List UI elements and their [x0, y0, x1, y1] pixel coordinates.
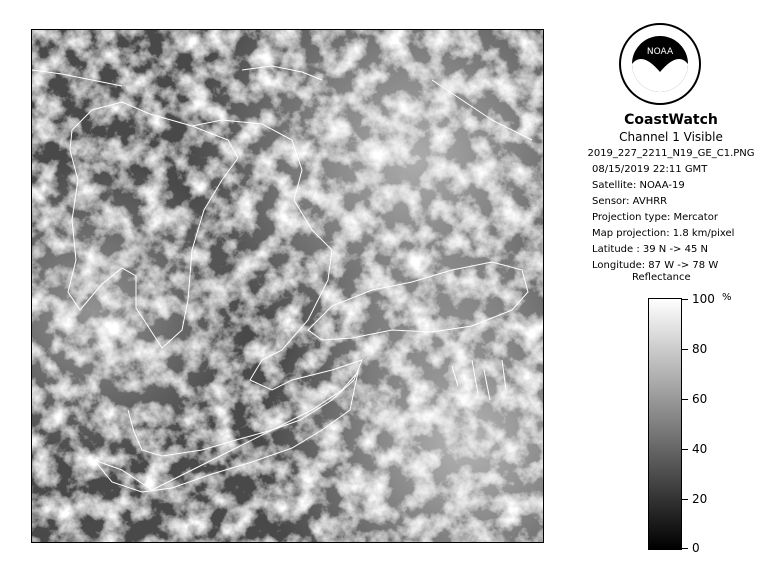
legend-unit: % [722, 292, 732, 303]
tick-label: 80 [692, 342, 708, 356]
map-projection-label: Map projection: 1.8 km/pixel [592, 228, 735, 239]
product-title: CoastWatch [624, 112, 718, 128]
tick-mark [682, 499, 688, 500]
satellite-image [31, 29, 544, 543]
filename-label: 2019_227_2211_N19_GE_C1.PNG [587, 148, 755, 159]
longitude-label: Longitude: 87 W -> 78 W [592, 260, 719, 271]
tick-mark [682, 349, 688, 350]
datetime-label: 08/15/2019 22:11 GMT [592, 164, 708, 175]
tick-label: 40 [692, 442, 708, 456]
sensor-label: Sensor: AVHRR [592, 196, 668, 207]
tick-mark [682, 299, 688, 300]
tick-label: 0 [692, 541, 700, 555]
legend-title: Reflectance [632, 272, 691, 283]
latitude-label: Latitude : 39 N -> 45 N [592, 244, 708, 255]
satellite-label: Satellite: NOAA-19 [592, 180, 685, 191]
tick-mark [682, 449, 688, 450]
tick-label: 60 [692, 392, 708, 406]
tick-mark [682, 399, 688, 400]
tick-label: 100 [692, 292, 715, 306]
tick-label: 20 [692, 492, 708, 506]
tick-mark [682, 548, 688, 549]
noaa-logo [618, 20, 702, 108]
logo-text: NOAA [646, 47, 674, 57]
channel-label: Channel 1 Visible [619, 130, 723, 144]
projection-type-label: Projection type: Mercator [592, 212, 718, 223]
cloud-map [32, 30, 543, 542]
reflectance-colorbar [648, 298, 682, 550]
